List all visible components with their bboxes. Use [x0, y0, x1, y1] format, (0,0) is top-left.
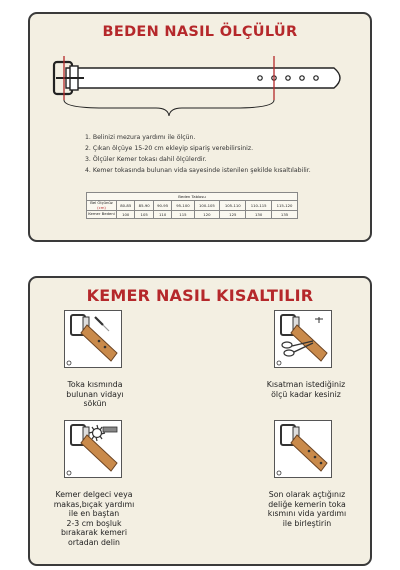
sizing-step: 3. Ölçüler Kemer tokası dahil ölçülerdir. [85, 156, 207, 163]
table-cell: 120 [194, 211, 220, 219]
step1-caption: Toka kısmında bulunan vidayı sökün [66, 380, 124, 409]
table-row [87, 211, 298, 219]
table-cell: 100-105 [194, 201, 220, 211]
table-cell: 130 [246, 211, 272, 219]
table-cell: 110-115 [246, 201, 272, 211]
table-row [87, 201, 298, 211]
table-cell: 125 [220, 211, 246, 219]
table-cell: 105 [135, 211, 153, 219]
table-cell: 115 [172, 211, 194, 219]
table-cell: 115-120 [272, 201, 298, 211]
table-cell: 90-95 [153, 201, 171, 211]
hole-punch-icon [65, 421, 121, 477]
table-cell: 95-100 [172, 201, 194, 211]
table-cell: 105-110 [220, 201, 246, 211]
sizing-step: 2. Çıkan ölçüye 15-20 cm ekleyip sipariş verebilirsiniz. [85, 145, 254, 152]
table-cell: 135 [272, 211, 298, 219]
table-cell: 110 [153, 211, 171, 219]
step4-caption: Son olarak açtığınız deliğe kemerin toka kısmını vida yardımı ile birleştirin [267, 490, 347, 528]
scissors-icon [275, 311, 331, 367]
waist-label: Bel Ölçünüz (cm) [87, 201, 117, 211]
sizing-steps [85, 132, 311, 176]
size-table-title: Beden Tablosu [86, 192, 298, 200]
sizing-step: 4. Kemer tokasında bulunan vida sayesinde istenilen şekilde kısaltılabilir. [85, 167, 311, 174]
step2-illustration [274, 310, 332, 368]
table-cell: 80-85 [117, 201, 135, 211]
step4-illustration [274, 420, 332, 478]
step3-illustration [64, 420, 122, 478]
belt-diagram [44, 54, 360, 118]
belt-buckle-icon [65, 311, 121, 367]
step1-illustration [64, 310, 122, 368]
sizing-title: BEDEN NASIL ÖLÇÜLÜR [102, 24, 298, 40]
table-cell: 100 [117, 211, 135, 219]
shortening-panel [28, 276, 372, 566]
step3-caption: Kemer delgeci veya makas,bıçak yardımı ile en baştan 2-3 cm boşluk bırakarak kemeri ortadan delin [53, 490, 135, 547]
sizing-step: 1. Belinizi mezura yardımı ile ölçün. [85, 134, 196, 141]
assembled-belt-icon [275, 421, 331, 477]
size-table [86, 192, 298, 219]
shortening-title: KEMER NASIL KISALTILIR [86, 286, 314, 305]
step2-caption: Kısatman istediğiniz ölçü kadar kesiniz [266, 380, 346, 399]
table-cell: 85-90 [135, 201, 153, 211]
sizing-panel [28, 12, 372, 242]
belt-size-label: Kemer Bedeni [87, 211, 117, 219]
